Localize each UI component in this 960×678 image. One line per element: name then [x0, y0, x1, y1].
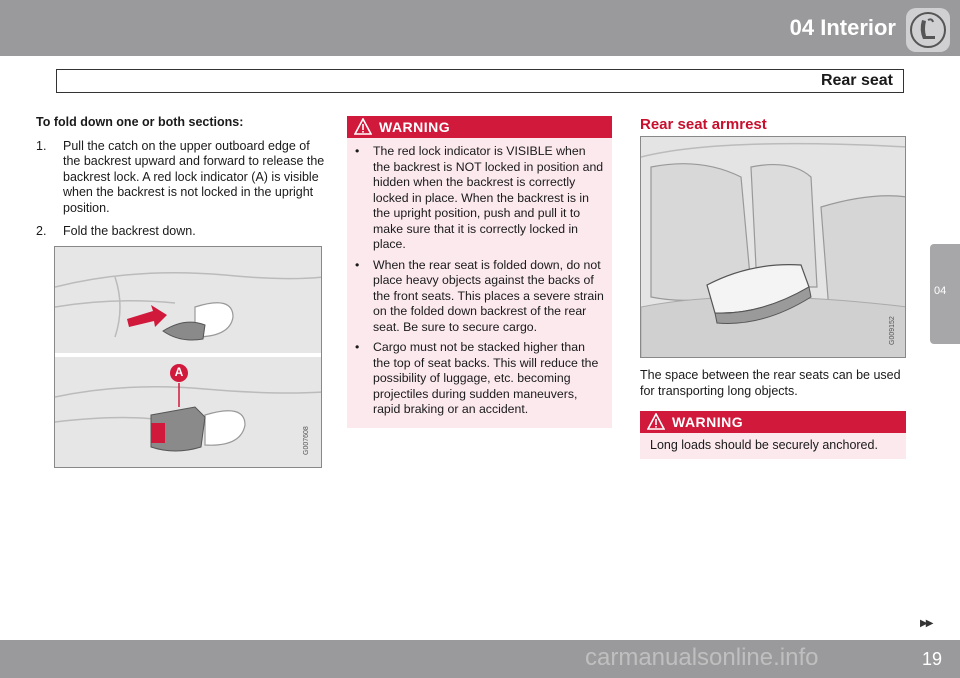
list-item	[355, 144, 604, 253]
step-number: 1.	[36, 138, 47, 153]
armrest-illustration	[640, 136, 906, 358]
figure-code: G007608	[303, 426, 310, 455]
list-item	[36, 224, 326, 240]
warning-label: WARNING	[379, 119, 451, 135]
backrest-lock-illustration	[54, 246, 322, 468]
step-text: Fold the backrest down.	[63, 224, 196, 238]
warning-icon	[647, 413, 665, 431]
bullet: •	[355, 257, 360, 272]
steps-list	[36, 139, 326, 240]
warning-box	[347, 116, 612, 428]
warning-text: Long loads should be securely anchored.	[650, 438, 878, 452]
backrest-lock-drawing	[55, 247, 322, 468]
warning-list	[347, 138, 612, 418]
list-item	[36, 139, 326, 217]
callout-a: A	[174, 365, 184, 379]
step-number: 2.	[36, 224, 47, 238]
armrest-heading: Rear seat armrest	[640, 116, 767, 133]
fold-heading: To fold down one or both sections:	[36, 115, 244, 129]
seat-icon	[906, 8, 950, 52]
list-item	[355, 340, 604, 418]
warning-text: Cargo must not be stacked higher than the top of seat backs. This will reduce the possibility of luggage, etc. becoming projectiles during sudden maneuvers, rapid braking or an accident.	[373, 340, 599, 416]
next-page-arrows[interactable]: ▶▶	[920, 618, 932, 629]
section-title: Rear seat	[820, 72, 893, 89]
warning-icon	[354, 118, 372, 136]
warning-header	[640, 411, 906, 433]
watermark: carmanualsonline.info	[585, 644, 819, 671]
figure-code: G009152	[889, 316, 896, 345]
page-number: 19	[921, 649, 942, 669]
step-text: Pull the catch on the upper outboard edge of the backrest upward and forward to release the backrest lock. A red lock indicator (A) is visible when the backrest is not locked in the upright position.	[63, 138, 325, 215]
page-header	[0, 0, 960, 56]
armrest-text: The space between the rear seats can be used for transporting long objects.	[640, 368, 901, 398]
armrest-warning-box	[640, 411, 906, 459]
warning-label: WARNING	[672, 414, 744, 430]
warning-header	[347, 116, 612, 138]
chapter-tab[interactable]	[930, 244, 960, 344]
section-bar	[56, 69, 904, 93]
armrest-drawing	[641, 137, 906, 358]
warning-text: When the rear seat is folded down, do not place heavy objects against the backs of the front seats. This places a severe strain on the folded down backrest of the rear seat. Be sure to secure cargo.	[373, 257, 604, 334]
bullet: •	[355, 144, 360, 158]
chapter-tab-label: 04	[934, 285, 947, 297]
chapter-title: 04 Interior	[789, 15, 896, 40]
list-item	[355, 258, 604, 336]
fold-instructions	[36, 115, 326, 248]
warning-text: The red lock indicator is VISIBLE when the backrest is NOT locked in position and hidden when the backrest is correctly locked in place. When the backrest is in the upright position, push and pull it to make sure that it is correctly locked in place.	[373, 144, 604, 251]
bullet: •	[355, 340, 360, 354]
